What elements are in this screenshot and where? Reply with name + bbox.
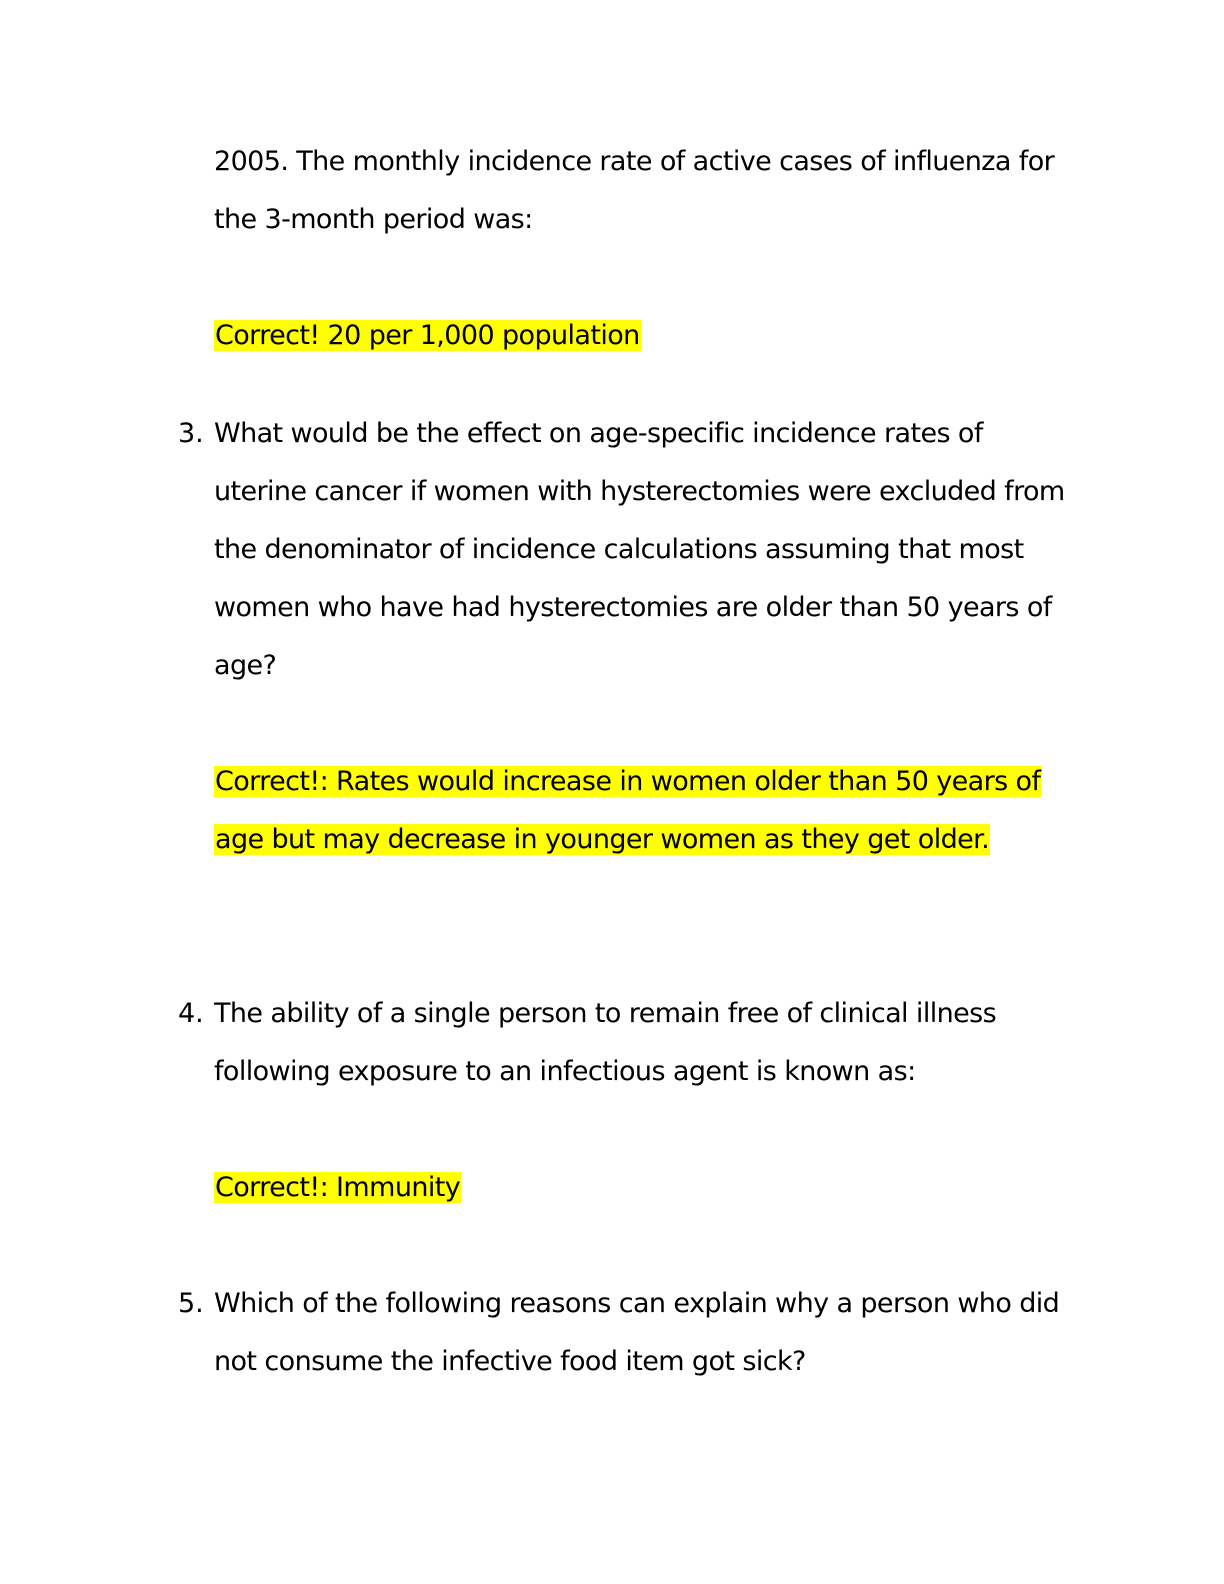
question-5-number: 5.	[178, 1288, 204, 1319]
question-2-line-2: the 3-month period was:	[214, 204, 533, 235]
question-5-line-1: Which of the following reasons can explain why a person who did	[214, 1288, 1060, 1319]
question-3-line-1: What would be the effect on age-specific incidence rates of	[214, 418, 983, 449]
question-3-line-3: the denominator of incidence calculations assuming that most	[214, 534, 1024, 565]
question-3-answer-line-1	[214, 762, 1041, 802]
question-2-line-1: 2005. The monthly incidence rate of active cases of influenza for	[214, 146, 1055, 177]
question-4-line-1: The ability of a single person to remain free of clinical illness	[214, 998, 997, 1029]
question-2-answer	[214, 316, 641, 356]
question-3-number: 3.	[178, 418, 204, 449]
question-5-line-2: not consume the infective food item got sick?	[214, 1346, 806, 1377]
question-3-line-2: uterine cancer if women with hysterectomies were excluded from	[214, 476, 1065, 507]
question-3-line-5: age?	[214, 650, 277, 681]
question-4-answer	[214, 1168, 461, 1208]
answer-highlight: age but may decrease in younger women as they get older.	[215, 824, 990, 855]
answer-highlight: Correct!: Rates would increase in women older than 50 years of	[215, 766, 1041, 797]
question-3-line-4: women who have had hysterectomies are older than 50 years of	[214, 592, 1052, 623]
answer-highlight: Correct! 20 per 1,000 population	[215, 320, 640, 351]
answer-highlight: Correct!: Immunity	[215, 1172, 461, 1203]
question-4-line-2: following exposure to an infectious agent is known as:	[214, 1056, 916, 1087]
question-4-number: 4.	[178, 998, 204, 1029]
question-3-answer-line-2	[214, 820, 990, 860]
